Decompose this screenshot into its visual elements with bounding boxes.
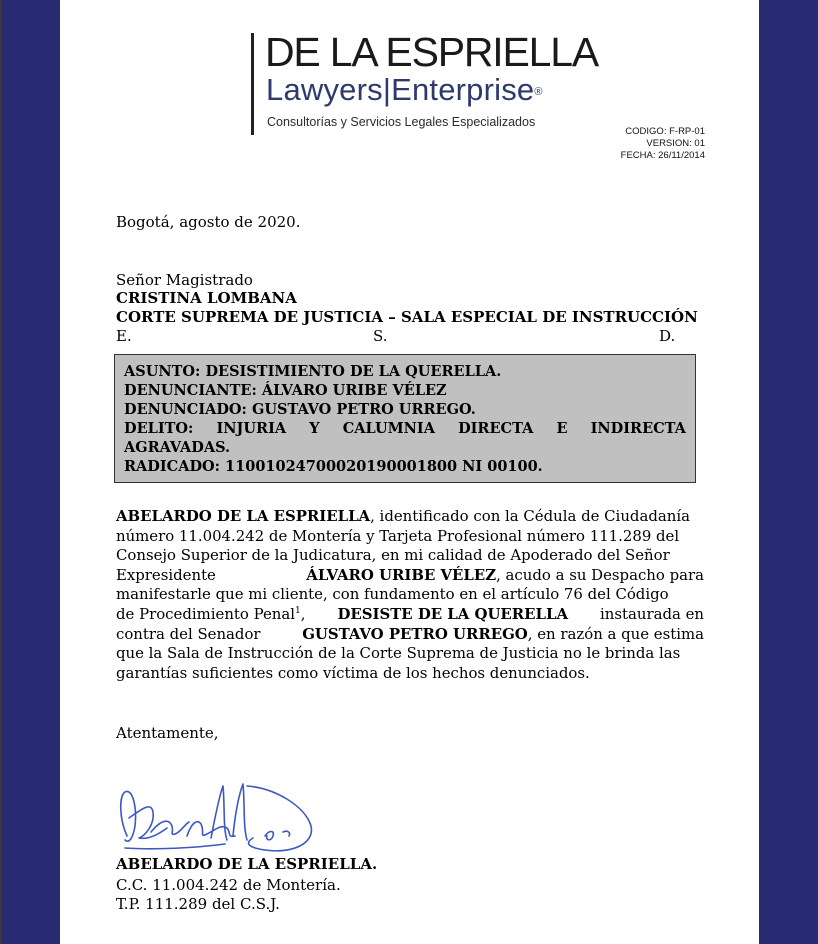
right-margin-band xyxy=(759,0,818,944)
recipient-court: CORTE SUPREMA DE JUSTICIA – SALA ESPECIAL DE INSTRUCCIÓN xyxy=(116,308,698,326)
subject-asunto: ASUNTO: DESISTIMIENTO DE LA QUERELLA. xyxy=(124,363,502,380)
signatory-id: C.C. 11.004.242 de Montería. xyxy=(116,876,341,894)
recipient-salutation: Señor Magistrado xyxy=(116,271,253,289)
subject-box xyxy=(114,354,696,483)
signature-stroke xyxy=(211,786,227,840)
body-line xyxy=(116,605,704,625)
body-line: garantías suficientes como víctima de los hechos denunciados. xyxy=(116,663,590,682)
delito-word: INJURIA xyxy=(216,420,287,437)
attorney-name: ABELARDO DE LA ESPRIELLA xyxy=(116,507,371,525)
signature-stroke xyxy=(233,784,247,840)
body-text: , identificado con la Cédula de Ciudadanía xyxy=(370,507,690,525)
body-text: , xyxy=(300,604,306,623)
client-name: ÁLVARO URIBE VÉLEZ xyxy=(306,565,497,584)
body-text: Expresidente xyxy=(116,565,216,584)
desiste-phrase: DESISTE DE LA QUERELLA xyxy=(337,604,568,623)
delito-word: E xyxy=(556,420,568,437)
firm-subtitle xyxy=(266,72,543,108)
subject-delito-cont: AGRAVADAS. xyxy=(124,439,231,456)
firm-subtitle-text: Lawyers|Enterprise xyxy=(266,72,535,107)
esd-d: D. xyxy=(659,327,676,345)
body-text: instaurada en xyxy=(600,604,704,623)
firm-tagline: Consultorías y Servicios Legales Especializados xyxy=(267,115,536,129)
subject-denunciado: DENUNCIADO: GUSTAVO PETRO URREGO. xyxy=(124,401,476,418)
body-line: que la Sala de Instrucción de la Corte Suprema de Justicia no le brinda las xyxy=(116,644,681,663)
body-line: manifestarle que mi cliente, con fundamento en el artículo 76 del Código xyxy=(116,585,669,604)
handwritten-signature xyxy=(115,778,325,863)
signatory-name: ABELARDO DE LA ESPRIELLA. xyxy=(116,855,378,873)
delito-word: Y xyxy=(309,420,320,437)
body-text: contra del Senador xyxy=(116,624,261,643)
body-text: de Procedimiento Penal xyxy=(116,604,295,623)
delito-word: DIRECTA xyxy=(458,420,534,437)
body-text: , acudo a su Despacho para xyxy=(496,565,704,584)
left-margin-band xyxy=(2,0,60,944)
signatory-professional-card: T.P. 111.289 del C.S.J. xyxy=(116,895,280,913)
subject-radicado: RADICADO: 11001024700020190001800 NI 00100. xyxy=(124,458,543,475)
esd-e: E. xyxy=(116,327,132,345)
document-control-info xyxy=(621,126,705,162)
delito-word: CALUMNIA xyxy=(342,420,435,437)
body-text: , en razón a que estima xyxy=(527,624,704,643)
signature-stroke xyxy=(283,831,290,836)
doc-code: CODIGO: F-RP-01 xyxy=(625,126,705,137)
doc-version: VERSION: 01 xyxy=(646,138,705,149)
signature-stroke xyxy=(265,832,273,840)
body-line: número 11.004.242 de Montería y Tarjeta Profesional número 111.289 del xyxy=(116,526,680,545)
body-paragraph xyxy=(116,507,704,683)
body-line xyxy=(116,566,704,586)
recipient-name: CRISTINA LOMBANA xyxy=(116,289,297,307)
footnote-ref[interactable]: 1 xyxy=(295,606,301,616)
defendant-name: GUSTAVO PETRO URREGO xyxy=(302,624,528,643)
doc-date: FECHA: 26/11/2014 xyxy=(620,150,705,161)
body-line xyxy=(116,507,704,527)
body-line xyxy=(116,625,704,645)
logo-divider-bar xyxy=(251,33,254,135)
signature-stroke xyxy=(121,791,136,841)
body-line: Consejo Superior de la Judicatura, en mi calidad de Apoderado del Señor xyxy=(116,546,670,565)
signature-stroke xyxy=(125,844,225,849)
firm-name: DE LA ESPRIELLA xyxy=(265,29,598,75)
signature-stroke xyxy=(247,786,311,851)
delito-word: DELITO: xyxy=(124,420,194,437)
date-line: Bogotá, agosto de 2020. xyxy=(116,213,301,231)
closing: Atentamente, xyxy=(116,724,219,742)
signature-stroke xyxy=(151,821,189,834)
subject-delito xyxy=(124,419,686,438)
registered-mark-icon: ® xyxy=(534,86,543,98)
delito-word: INDIRECTA xyxy=(590,420,686,437)
esd-s: S. xyxy=(373,327,388,345)
subject-denunciante: DENUNCIANTE: ÁLVARO URIBE VÉLEZ xyxy=(124,382,447,399)
